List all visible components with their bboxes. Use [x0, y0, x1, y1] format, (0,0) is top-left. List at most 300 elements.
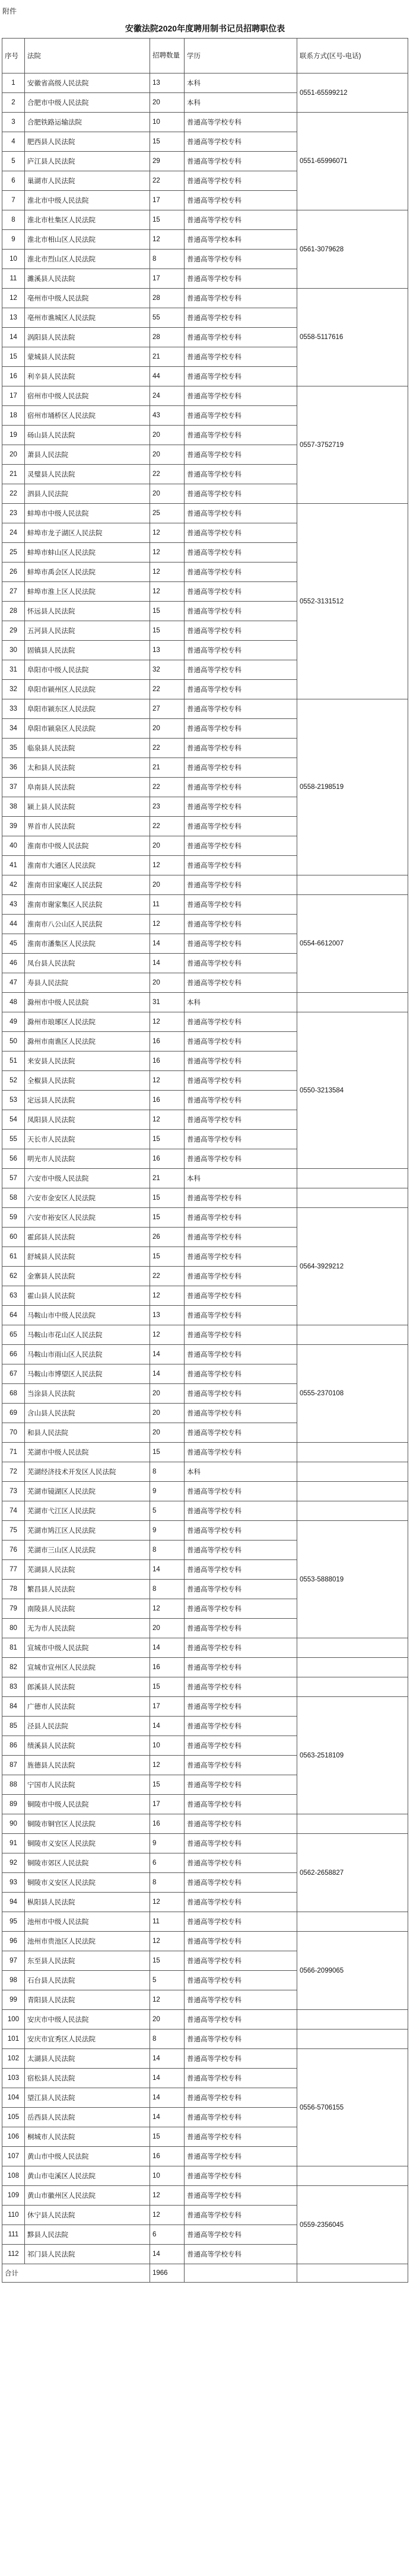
row-education: 普通高等学校专科 [185, 1580, 297, 1599]
row-education: 普通高等学校专科 [185, 1619, 297, 1638]
row-seq: 108 [2, 2166, 25, 2186]
row-education: 普通高等学校专科 [185, 1599, 297, 1619]
row-quota: 13 [150, 1306, 185, 1325]
attachment-label: 附件 [2, 7, 17, 15]
row-contact [297, 2166, 408, 2186]
row-seq: 60 [2, 1228, 25, 1247]
row-contact: 0561-3079628 [297, 210, 408, 289]
row-quota: 14 [150, 2245, 185, 2264]
row-education: 普通高等学校专科 [185, 504, 297, 523]
row-seq: 98 [2, 1971, 25, 1990]
row-education: 普通高等学校专科 [185, 1247, 297, 1267]
row-seq: 51 [2, 1052, 25, 1071]
row-court: 蚌埠市禹会区人民法院 [25, 562, 150, 582]
row-seq: 74 [2, 1501, 25, 1521]
row-contact [297, 1658, 408, 1677]
row-education: 普通高等学校专科 [185, 1267, 297, 1286]
row-education: 普通高等学校专科 [185, 1893, 297, 1912]
table-row [2, 1697, 408, 1717]
row-quota: 12 [150, 856, 185, 875]
total-label: 合计 [2, 2264, 150, 2283]
row-quota: 22 [150, 680, 185, 699]
row-education: 普通高等学校专科 [185, 484, 297, 504]
row-education: 普通高等学校专科 [185, 1071, 297, 1091]
table-row [2, 1834, 408, 1853]
row-quota: 5 [150, 1501, 185, 1521]
row-education: 普通高等学校专科 [185, 719, 297, 739]
row-court: 岳西县人民法院 [25, 2108, 150, 2127]
row-contact: 0551-65599212 [297, 73, 408, 113]
row-education: 普通高等学校专科 [185, 132, 297, 152]
row-contact [297, 1482, 408, 1501]
row-education: 普通高等学校专科 [185, 1501, 297, 1521]
row-quota: 16 [150, 1149, 185, 1169]
row-court: 当涂县人民法院 [25, 1384, 150, 1404]
row-quota: 12 [150, 1756, 185, 1775]
row-education: 普通高等学校专科 [185, 973, 297, 993]
table-row [2, 1658, 408, 1677]
row-seq: 79 [2, 1599, 25, 1619]
row-court: 铜陵市义安区人民法院 [25, 1834, 150, 1853]
table-body [2, 73, 408, 2264]
row-court: 黄山市徽州区人民法院 [25, 2186, 150, 2206]
table-row [2, 113, 408, 132]
row-quota: 14 [150, 2069, 185, 2088]
row-quota: 15 [150, 2127, 185, 2147]
row-seq: 24 [2, 523, 25, 543]
row-education: 普通高等学校专科 [185, 2206, 297, 2225]
row-quota: 20 [150, 719, 185, 739]
row-education: 普通高等学校本科 [185, 230, 297, 250]
row-education: 普通高等学校专科 [185, 1951, 297, 1971]
row-quota: 22 [150, 739, 185, 758]
row-court: 萧县人民法院 [25, 445, 150, 465]
row-quota: 6 [150, 2225, 185, 2245]
row-quota: 13 [150, 73, 185, 93]
row-court: 淮北市烈山区人民法院 [25, 250, 150, 269]
row-seq: 18 [2, 406, 25, 426]
row-seq: 112 [2, 2245, 25, 2264]
row-court: 芜湖市鸠江区人民法院 [25, 1521, 150, 1541]
row-court: 蚌埠市龙子湖区人民法院 [25, 523, 150, 543]
header-education: 学历 [185, 39, 297, 73]
table-row [2, 1814, 408, 1834]
row-quota: 11 [150, 895, 185, 915]
row-contact: 0550-3213584 [297, 1012, 408, 1169]
row-seq: 32 [2, 680, 25, 699]
table-row [2, 289, 408, 308]
row-education: 普通高等学校专科 [185, 289, 297, 308]
row-seq: 3 [2, 113, 25, 132]
row-seq: 101 [2, 2030, 25, 2049]
row-court: 阜阳市颍州区人民法院 [25, 680, 150, 699]
row-education: 普通高等学校专科 [185, 1110, 297, 1130]
row-seq: 36 [2, 758, 25, 778]
row-contact: 0552-3131512 [297, 504, 408, 699]
row-contact: 0556-5706155 [297, 2049, 408, 2166]
row-court: 亳州市中级人民法院 [25, 289, 150, 308]
table-row [2, 2010, 408, 2030]
row-education: 普通高等学校专科 [185, 778, 297, 797]
row-court: 石台县人民法院 [25, 1971, 150, 1990]
table-row [2, 1638, 408, 1658]
row-quota: 15 [150, 1247, 185, 1267]
row-quota: 20 [150, 484, 185, 504]
row-quota: 8 [150, 250, 185, 269]
row-contact: 0554-6612007 [297, 895, 408, 993]
row-education: 普通高等学校专科 [185, 347, 297, 367]
table-header-row [2, 39, 408, 73]
row-quota: 14 [150, 954, 185, 973]
row-education: 普通高等学校专科 [185, 2127, 297, 2147]
row-education: 普通高等学校专科 [185, 445, 297, 465]
row-court: 临泉县人民法院 [25, 739, 150, 758]
row-seq: 63 [2, 1286, 25, 1306]
row-court: 舒城县人民法院 [25, 1247, 150, 1267]
total-empty [297, 2264, 408, 2283]
row-quota: 10 [150, 1736, 185, 1756]
row-seq: 84 [2, 1697, 25, 1717]
row-quota: 22 [150, 1267, 185, 1286]
row-education: 普通高等学校专科 [185, 582, 297, 602]
row-quota: 14 [150, 1717, 185, 1736]
row-seq: 70 [2, 1423, 25, 1443]
row-quota: 20 [150, 426, 185, 445]
table-row [2, 1677, 408, 1697]
row-quota: 8 [150, 1580, 185, 1599]
row-court: 五河县人民法院 [25, 621, 150, 641]
row-court: 芜湖市中级人民法院 [25, 1443, 150, 1462]
row-seq: 8 [2, 210, 25, 230]
row-contact: 0559-2356045 [297, 2186, 408, 2264]
row-seq: 16 [2, 367, 25, 386]
header-seq: 序号 [2, 39, 25, 73]
row-seq: 4 [2, 132, 25, 152]
row-education: 普通高等学校专科 [185, 739, 297, 758]
row-quota: 10 [150, 113, 185, 132]
row-court: 宁国市人民法院 [25, 1775, 150, 1795]
row-court: 宣城市宣州区人民法院 [25, 1658, 150, 1677]
row-education: 普通高等学校专科 [185, 1853, 297, 1873]
row-quota: 13 [150, 641, 185, 660]
row-quota: 22 [150, 778, 185, 797]
row-quota: 9 [150, 1521, 185, 1541]
row-quota: 20 [150, 1384, 185, 1404]
header-contact: 联系方式(区号-电话) [297, 39, 408, 73]
row-court: 旌德县人民法院 [25, 1756, 150, 1775]
row-quota: 20 [150, 1423, 185, 1443]
row-seq: 64 [2, 1306, 25, 1325]
row-seq: 47 [2, 973, 25, 993]
row-quota: 15 [150, 1775, 185, 1795]
row-education: 普通高等学校专科 [185, 367, 297, 386]
row-seq: 73 [2, 1482, 25, 1501]
row-education: 普通高等学校专科 [185, 1834, 297, 1853]
row-education: 普通高等学校专科 [185, 699, 297, 719]
row-court: 桐城市人民法院 [25, 2127, 150, 2147]
total-quota: 1966 [150, 2264, 185, 2283]
row-court: 六安市裕安区人民法院 [25, 1208, 150, 1228]
row-court: 绩溪县人民法院 [25, 1736, 150, 1756]
row-seq: 110 [2, 2206, 25, 2225]
row-quota: 43 [150, 406, 185, 426]
row-court: 宿州市中级人民法院 [25, 386, 150, 406]
row-seq: 10 [2, 250, 25, 269]
row-court: 休宁县人民法院 [25, 2206, 150, 2225]
row-seq: 7 [2, 191, 25, 210]
row-education: 普通高等学校专科 [185, 1130, 297, 1149]
row-seq: 17 [2, 386, 25, 406]
row-court: 铜陵市义安区人民法院 [25, 1873, 150, 1893]
row-quota: 8 [150, 1873, 185, 1893]
row-quota: 27 [150, 699, 185, 719]
row-seq: 67 [2, 1364, 25, 1384]
row-education: 普通高等学校专科 [185, 2186, 297, 2206]
row-education: 普通高等学校专科 [185, 1052, 297, 1071]
row-court: 金寨县人民法院 [25, 1267, 150, 1286]
row-quota: 20 [150, 1619, 185, 1638]
row-court: 芜湖县人民法院 [25, 1560, 150, 1580]
row-seq: 92 [2, 1853, 25, 1873]
row-contact: 0558-5117616 [297, 289, 408, 386]
row-quota: 14 [150, 1364, 185, 1384]
row-seq: 58 [2, 1188, 25, 1208]
row-court: 淮南市中级人民法院 [25, 836, 150, 856]
row-court: 安庆市宜秀区人民法院 [25, 2030, 150, 2049]
row-education: 普通高等学校专科 [185, 1482, 297, 1501]
row-quota: 22 [150, 817, 185, 836]
row-seq: 48 [2, 993, 25, 1012]
row-court: 马鞍山市花山区人民法院 [25, 1325, 150, 1345]
row-education: 普通高等学校专科 [185, 1228, 297, 1247]
row-quota: 17 [150, 1795, 185, 1814]
row-quota: 20 [150, 2010, 185, 2030]
row-seq: 43 [2, 895, 25, 915]
row-seq: 5 [2, 152, 25, 171]
row-court: 和县人民法院 [25, 1423, 150, 1443]
row-education: 普通高等学校专科 [185, 1638, 297, 1658]
row-seq: 105 [2, 2108, 25, 2127]
row-quota: 15 [150, 1208, 185, 1228]
row-quota: 15 [150, 210, 185, 230]
row-court: 滁州市琅琊区人民法院 [25, 1012, 150, 1032]
row-seq: 35 [2, 739, 25, 758]
row-education: 普通高等学校专科 [185, 543, 297, 562]
row-court: 安庆市中级人民法院 [25, 2010, 150, 2030]
table-row [2, 210, 408, 230]
row-court: 滁州市南谯区人民法院 [25, 1032, 150, 1052]
row-quota: 14 [150, 1345, 185, 1364]
row-education: 本科 [185, 1169, 297, 1188]
row-court: 太和县人民法院 [25, 758, 150, 778]
row-quota: 22 [150, 171, 185, 191]
row-contact: 0553-5888019 [297, 1521, 408, 1638]
row-seq: 76 [2, 1541, 25, 1560]
row-quota: 6 [150, 1853, 185, 1873]
row-education: 普通高等学校专科 [185, 2049, 297, 2069]
row-contact [297, 1188, 408, 1208]
row-seq: 59 [2, 1208, 25, 1228]
row-seq: 85 [2, 1717, 25, 1736]
row-education: 普通高等学校专科 [185, 523, 297, 543]
row-court: 郎溪县人民法院 [25, 1677, 150, 1697]
row-quota: 26 [150, 1228, 185, 1247]
row-contact: 0551-65996071 [297, 113, 408, 210]
row-court: 全椒县人民法院 [25, 1071, 150, 1091]
row-education: 普通高等学校专科 [185, 1795, 297, 1814]
table-row [2, 2030, 408, 2049]
row-education: 普通高等学校专科 [185, 2166, 297, 2186]
row-court: 淮南市大通区人民法院 [25, 856, 150, 875]
row-seq: 109 [2, 2186, 25, 2206]
row-quota: 20 [150, 445, 185, 465]
row-quota: 12 [150, 1990, 185, 2010]
row-education: 普通高等学校专科 [185, 1560, 297, 1580]
row-seq: 62 [2, 1267, 25, 1286]
row-seq: 50 [2, 1032, 25, 1052]
row-seq: 83 [2, 1677, 25, 1697]
row-contact: 0562-2658827 [297, 1834, 408, 1912]
row-court: 定远县人民法院 [25, 1091, 150, 1110]
row-quota: 22 [150, 465, 185, 484]
row-quota: 16 [150, 1032, 185, 1052]
row-quota: 10 [150, 2166, 185, 2186]
row-education: 普通高等学校专科 [185, 1990, 297, 2010]
row-quota: 12 [150, 1110, 185, 1130]
row-seq: 71 [2, 1443, 25, 1462]
row-seq: 29 [2, 621, 25, 641]
row-education: 普通高等学校专科 [185, 2069, 297, 2088]
row-seq: 61 [2, 1247, 25, 1267]
row-seq: 80 [2, 1619, 25, 1638]
row-quota: 16 [150, 1814, 185, 1834]
row-quota: 12 [150, 230, 185, 250]
row-quota: 5 [150, 1971, 185, 1990]
row-seq: 40 [2, 836, 25, 856]
row-court: 滁州市中级人民法院 [25, 993, 150, 1012]
row-education: 普通高等学校专科 [185, 1345, 297, 1364]
row-seq: 38 [2, 797, 25, 817]
row-seq: 87 [2, 1756, 25, 1775]
row-seq: 78 [2, 1580, 25, 1599]
row-seq: 106 [2, 2127, 25, 2147]
row-court: 青阳县人民法院 [25, 1990, 150, 2010]
total-empty [185, 2264, 297, 2283]
row-court: 东至县人民法院 [25, 1951, 150, 1971]
row-education: 普通高等学校专科 [185, 152, 297, 171]
row-court: 天长市人民法院 [25, 1130, 150, 1149]
row-seq: 89 [2, 1795, 25, 1814]
row-court: 望江县人民法院 [25, 2088, 150, 2108]
row-quota: 8 [150, 1462, 185, 1482]
row-seq: 65 [2, 1325, 25, 1345]
row-contact [297, 1677, 408, 1697]
row-quota: 12 [150, 1599, 185, 1619]
row-court: 芜湖市三山区人民法院 [25, 1541, 150, 1560]
row-seq: 99 [2, 1990, 25, 2010]
header-quota: 招聘数量 [150, 39, 185, 73]
row-seq: 96 [2, 1932, 25, 1951]
row-quota: 8 [150, 2030, 185, 2049]
row-quota: 9 [150, 1834, 185, 1853]
row-seq: 72 [2, 1462, 25, 1482]
row-court: 肥西县人民法院 [25, 132, 150, 152]
row-court: 泗县人民法院 [25, 484, 150, 504]
row-education: 本科 [185, 993, 297, 1012]
row-quota: 21 [150, 1169, 185, 1188]
row-seq: 57 [2, 1169, 25, 1188]
row-contact [297, 1814, 408, 1834]
row-seq: 82 [2, 1658, 25, 1677]
row-education: 普通高等学校专科 [185, 680, 297, 699]
table-row [2, 1501, 408, 1521]
row-quota: 31 [150, 993, 185, 1012]
row-education: 普通高等学校专科 [185, 875, 297, 895]
row-quota: 16 [150, 1658, 185, 1677]
row-quota: 15 [150, 1443, 185, 1462]
row-court: 霍山县人民法院 [25, 1286, 150, 1306]
row-education: 普通高等学校专科 [185, 1971, 297, 1990]
row-quota: 8 [150, 1541, 185, 1560]
row-seq: 12 [2, 289, 25, 308]
row-seq: 46 [2, 954, 25, 973]
row-court: 铜陵市铜官区人民法院 [25, 1814, 150, 1834]
row-quota: 24 [150, 386, 185, 406]
row-education: 普通高等学校专科 [185, 934, 297, 954]
row-court: 霍邱县人民法院 [25, 1228, 150, 1247]
row-seq: 26 [2, 562, 25, 582]
row-quota: 16 [150, 1091, 185, 1110]
row-education: 普通高等学校专科 [185, 915, 297, 934]
row-court: 铜陵市中级人民法院 [25, 1795, 150, 1814]
row-court: 淮南市谢家集区人民法院 [25, 895, 150, 915]
row-court: 凤阳县人民法院 [25, 1110, 150, 1130]
row-quota: 25 [150, 504, 185, 523]
row-quota: 55 [150, 308, 185, 328]
row-education: 普通高等学校专科 [185, 1443, 297, 1462]
row-quota: 32 [150, 660, 185, 680]
row-education: 普通高等学校专科 [185, 269, 297, 289]
row-education: 普通高等学校专科 [185, 2088, 297, 2108]
table-row [2, 993, 408, 1012]
table-row [2, 1012, 408, 1032]
row-quota: 14 [150, 2088, 185, 2108]
row-quota: 23 [150, 797, 185, 817]
row-contact [297, 1325, 408, 1345]
row-quota: 20 [150, 1404, 185, 1423]
row-education: 普通高等学校专科 [185, 171, 297, 191]
row-education: 普通高等学校专科 [185, 1697, 297, 1717]
row-quota: 20 [150, 93, 185, 113]
row-court: 濉溪县人民法院 [25, 269, 150, 289]
row-quota: 12 [150, 543, 185, 562]
row-seq: 97 [2, 1951, 25, 1971]
row-quota: 28 [150, 289, 185, 308]
row-seq: 55 [2, 1130, 25, 1149]
row-quota: 16 [150, 1052, 185, 1071]
row-quota: 29 [150, 152, 185, 171]
row-court: 黄山市屯溪区人民法院 [25, 2166, 150, 2186]
row-court: 淮南市八公山区人民法院 [25, 915, 150, 934]
row-education: 普通高等学校专科 [185, 856, 297, 875]
row-court: 砀山县人民法院 [25, 426, 150, 445]
row-court: 淮北市中级人民法院 [25, 191, 150, 210]
row-seq: 2 [2, 93, 25, 113]
row-quota: 21 [150, 758, 185, 778]
row-court: 铜陵市郊区人民法院 [25, 1853, 150, 1873]
row-seq: 95 [2, 1912, 25, 1932]
row-seq: 75 [2, 1521, 25, 1541]
